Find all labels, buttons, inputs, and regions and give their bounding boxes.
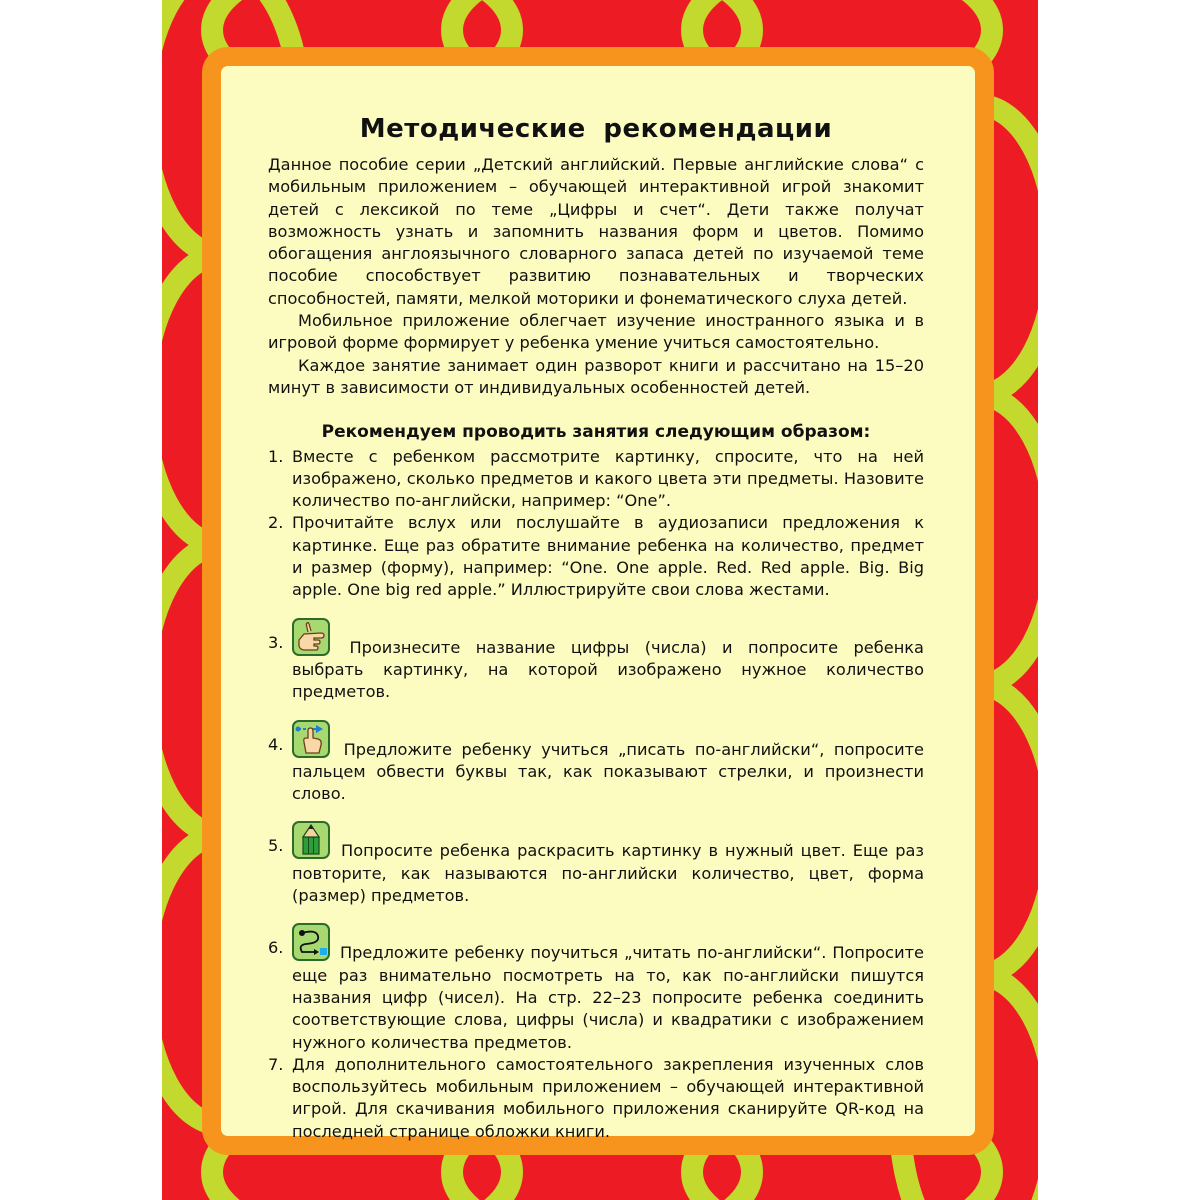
- step-text: Для дополнительного самостоятельного закрепления изученных слов воспользуйтесь мобильным приложением – обучающей интерактивной игрой. Для скачивания мобильного приложения сканируйте QR-код на последней странице обложки книги.: [292, 1054, 924, 1141]
- page-title: Методические рекомендации: [359, 114, 833, 144]
- finger-trace-icon: [292, 720, 330, 758]
- intro-paragraph-3: Каждое занятие занимает один разворот книги и рассчитано на 15–20 минут в зависимости от индивидуальных особенностей детей.: [268, 355, 924, 397]
- pencil-icon: [292, 821, 330, 859]
- step-4: [268, 720, 924, 806]
- step-text: Произнесите название цифры (числа) и попросите ребенка выбрать картинку, на которой изображено нужное количество предметов.: [292, 637, 924, 702]
- step-number: 6.: [268, 938, 284, 958]
- step-3: [268, 618, 924, 704]
- step-2: [268, 512, 924, 601]
- intro-paragraph-2: Мобильное приложение облегчает изучение иностранного языка и в игровой форме формирует у ребенка умение учиться самостоятельно.: [268, 311, 924, 353]
- step-1: [268, 446, 924, 513]
- steps-list: [268, 446, 924, 1143]
- left-margin: [0, 0, 162, 1200]
- step-5: [268, 821, 924, 907]
- connect-line-icon: [292, 923, 330, 961]
- intro-paragraph-1: Данное пособие серии „Детский английский. Первые английские слова“ с мобильным приложением – обучающей интерактивной игрой знакомит детей с лексикой по теме „Цифры и счет“. Дети также получат возможность узнать и запомнить названия форм и цветов. Помимо обогащения англоязычного словарного запаса детей по изучаемой теме пособие способствует развитию познавательных и творческих способностей, памяти, мелкой моторики и фонематического слуха детей.: [268, 155, 924, 308]
- step-text: Предложите ребенку учиться „писать по-английски“, попросите пальцем обвести буквы так, как показывают стрелки, и произнести слово.: [292, 739, 924, 804]
- step-number: 4.: [268, 734, 284, 754]
- step-number: 3.: [268, 632, 284, 652]
- step-text: Попросите ребенка раскрасить картинку в нужный цвет. Еще раз повторите, как называются по-английски количество, цвет, форма (размер) предметов.: [292, 841, 924, 906]
- step-number: 2.: [268, 513, 284, 533]
- step-7: [268, 1054, 924, 1143]
- pointing-hand-icon: [292, 618, 330, 656]
- step-6: [268, 923, 924, 1053]
- steps-heading: Рекомендуем проводить занятия следующим образом:: [321, 422, 871, 443]
- step-text: Прочитайте вслух или послушайте в аудиозаписи предложения к картинке. Еще раз обратите внимание ребенка на количество, предмет и размер (форму), например: “One. One apple. Red. Red apple. Big. Big apple. One big red apple.” Иллюстрируйте свои слова жестами.: [292, 513, 924, 600]
- step-text: Предложите ребенку поучиться „читать по-английски“. Попросите еще раз внимательно посмотреть на то, как по-английски пишутся названия цифр (чисел). На стр. 22–23 попросите ребенка соединить соответствующие слова, цифры (числа) и квадратики с изображением нужного количества предметов.: [292, 943, 924, 1052]
- step-text: Вместе с ребенком рассмотрите картинку, спросите, что на ней изображено, сколько предметов и какого цвета эти предметы. Назовите количество по-английски, например: “One”.: [292, 446, 924, 511]
- right-margin: [1038, 0, 1200, 1200]
- step-number: 1.: [268, 446, 284, 466]
- step-number: 5.: [268, 836, 284, 856]
- step-number: 7.: [268, 1054, 284, 1074]
- content: [268, 112, 924, 1143]
